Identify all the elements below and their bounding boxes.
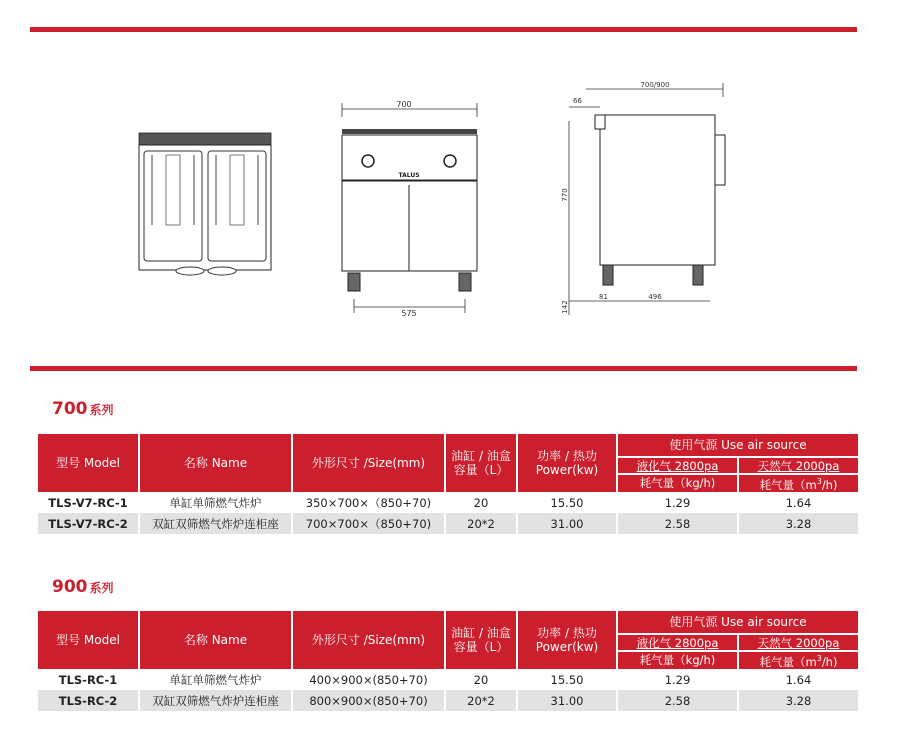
cell-model: TLS-RC-1 <box>58 672 118 687</box>
dim-feet-label: 575 <box>401 309 417 318</box>
cell-size: 400×900×(850+70) <box>309 672 428 687</box>
header-ng-text: 天然气 2000pa <box>757 635 840 650</box>
top-view-drawing <box>130 125 280 285</box>
header-lpg-text: 液化气 2800pa <box>636 635 719 650</box>
front-view-drawing <box>330 95 490 320</box>
header-tank-line1: 油缸 / 油盒 <box>451 449 511 463</box>
header-power-line1: 功率 / 热功 <box>537 626 597 640</box>
cell-name: 双缸双筛燃气炸炉连柜座 <box>140 690 291 711</box>
ng-unit-sup: 3 <box>816 653 822 663</box>
ng-unit-sup: 3 <box>816 476 822 486</box>
ng-unit-prefix: 耗气量（m <box>759 477 817 492</box>
header-air-source: 使用气源 Use air source <box>618 434 858 456</box>
brand-label: TALUS <box>398 172 420 179</box>
header-lpg-text: 液化气 2800pa <box>636 458 719 473</box>
header-power <box>518 611 616 669</box>
dim-a-label: 81 <box>599 293 608 301</box>
cell-ng: 1.64 <box>785 672 812 687</box>
cell-power: 31.00 <box>518 690 616 711</box>
header-size: 外形尺寸 /Size(mm) <box>293 611 444 669</box>
cell-model: TLS-V7-RC-1 <box>48 495 128 510</box>
cell-name: 双缸双筛燃气炸炉连柜座 <box>140 513 291 534</box>
series-number: 900 <box>52 577 88 597</box>
series-700-title <box>52 399 114 419</box>
dim-depth-label: 700/900 <box>640 81 670 89</box>
header-size: 外形尺寸 /Size(mm) <box>293 434 444 492</box>
header-ng <box>739 456 858 472</box>
cell-model: TLS-V7-RC-2 <box>38 513 138 534</box>
header-ng-text: 天然气 2000pa <box>757 458 840 473</box>
cell-size: 350×700×（850+70) <box>305 495 432 510</box>
header-name: 名称 Name <box>140 434 291 492</box>
header-power-line1: 功率 / 热功 <box>537 449 597 463</box>
cell-tank: 20 <box>473 672 489 687</box>
table-row <box>38 513 858 534</box>
cell-size: 700×700×（850+70) <box>293 513 444 534</box>
header-tank <box>446 434 516 492</box>
dim-height-label: 770 <box>561 188 569 202</box>
cell-lpg: 2.58 <box>618 513 737 534</box>
cell-power: 31.00 <box>518 513 616 534</box>
series-900-title <box>52 577 114 597</box>
header-power-line2: Power(kw) <box>535 640 599 654</box>
cell-tank: 20*2 <box>446 690 516 711</box>
cell-size: 800×900×(850+70) <box>293 690 444 711</box>
table-row <box>38 690 858 711</box>
header-ng <box>739 633 858 649</box>
header-power-line2: Power(kw) <box>535 463 599 477</box>
series-suffix: 系列 <box>89 403 114 417</box>
header-air-source: 使用气源 Use air source <box>618 611 858 633</box>
cell-ng: 3.28 <box>739 513 858 534</box>
spec-table-700 <box>36 434 860 534</box>
series-number: 700 <box>52 399 88 419</box>
dim-b-label: 496 <box>648 293 662 301</box>
header-power <box>518 434 616 492</box>
series-suffix: 系列 <box>89 581 114 595</box>
ng-unit-suffix: /h) <box>821 654 838 669</box>
cell-lpg: 2.58 <box>618 690 737 711</box>
header-model: 型号 Model <box>38 611 138 669</box>
cell-name: 单缸单筛燃气炸炉 <box>169 672 262 687</box>
header-tank-line2: 容量（L） <box>453 463 509 477</box>
cell-tank: 20*2 <box>446 513 516 534</box>
cell-tank: 20 <box>473 495 489 510</box>
header-lpg-unit: 耗气量（kg/h) <box>618 473 737 492</box>
header-ng-unit <box>739 650 858 669</box>
cell-ng: 1.64 <box>785 495 812 510</box>
cell-power: 15.50 <box>550 672 584 687</box>
header-lpg <box>618 633 737 649</box>
ng-unit-suffix: /h) <box>821 477 838 492</box>
top-divider <box>30 27 857 32</box>
spec-table-900 <box>36 611 860 711</box>
header-ng-unit <box>739 473 858 492</box>
cell-lpg: 1.29 <box>664 495 691 510</box>
ng-unit-prefix: 耗气量（m <box>759 654 817 669</box>
middle-divider <box>30 366 857 371</box>
dim-top-label: 66 <box>573 97 582 105</box>
cell-lpg: 1.29 <box>664 672 691 687</box>
header-lpg <box>618 456 737 472</box>
dim-width-label: 700 <box>396 100 412 109</box>
header-name: 名称 Name <box>140 611 291 669</box>
header-lpg-unit: 耗气量（kg/h) <box>618 650 737 669</box>
header-tank <box>446 611 516 669</box>
cell-power: 15.50 <box>550 495 584 510</box>
cell-ng: 3.28 <box>739 690 858 711</box>
header-tank-line1: 油缸 / 油盒 <box>451 626 511 640</box>
table-row <box>38 669 858 690</box>
dim-leg-label: 142 <box>561 300 569 314</box>
cell-name: 单缸单筛燃气炸炉 <box>169 495 262 510</box>
table-row <box>38 492 858 513</box>
header-model: 型号 Model <box>38 434 138 492</box>
header-tank-line2: 容量（L） <box>453 640 509 654</box>
side-view-drawing <box>555 75 735 320</box>
cell-model: TLS-RC-2 <box>38 690 138 711</box>
